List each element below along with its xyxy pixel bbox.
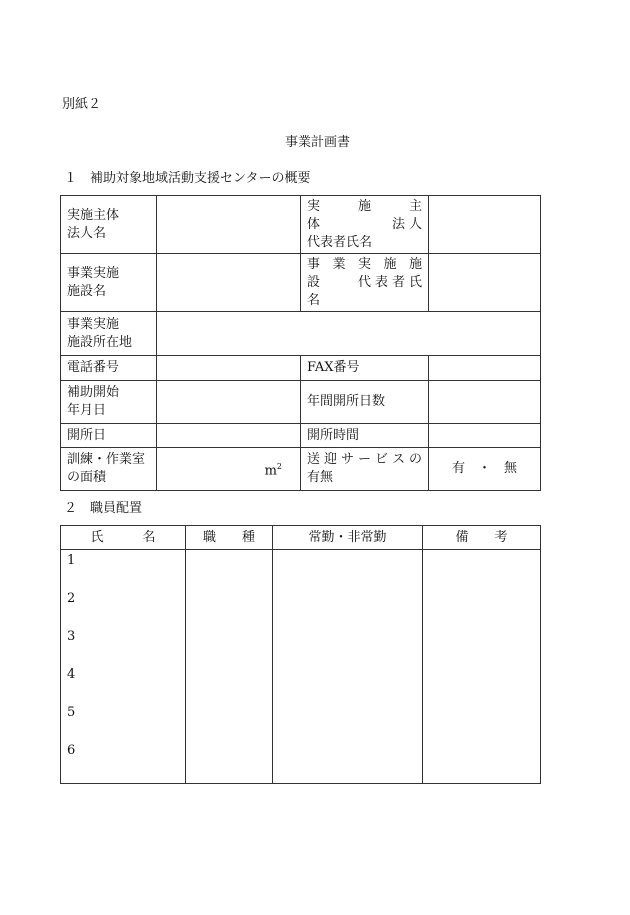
transport-options-cell[interactable]: 有 ・ 無: [429, 448, 541, 491]
row-number-1: 1: [67, 553, 76, 568]
annual-days-cell[interactable]: [429, 381, 541, 424]
staff-job-type-column[interactable]: [186, 550, 273, 784]
area-unit-sup: 2: [276, 461, 282, 471]
row-number-2: 2: [67, 591, 76, 606]
label-annual-days: 年間開所日数: [301, 381, 429, 424]
label-phone: 電話番号: [61, 356, 157, 381]
row-number-6: 6: [67, 743, 76, 758]
room-area-cell[interactable]: [157, 448, 301, 491]
facility-address-cell[interactable]: [157, 312, 541, 356]
staff-employment-column[interactable]: [273, 550, 423, 784]
area-unit: m: [264, 463, 277, 479]
section2-heading: ２ 職員配置: [64, 501, 143, 516]
fax-cell[interactable]: [429, 356, 541, 381]
label-open-days: 開所日: [61, 424, 157, 448]
facility-name-cell[interactable]: [157, 254, 301, 312]
open-days-cell[interactable]: [157, 424, 301, 448]
row-number-3: 3: [67, 629, 76, 644]
phone-cell[interactable]: [157, 356, 301, 381]
operator-rep-cell[interactable]: [429, 196, 541, 254]
label-operator-name: 実施主体 法人名: [61, 196, 157, 254]
section1-heading: １ 補助対象地域活動支援センターの概要: [64, 171, 311, 186]
label-room-area: 訓練・作業室 の面積: [61, 448, 157, 491]
header-employment: 常勤・非常勤: [273, 526, 423, 550]
row-number-5: 5: [67, 705, 76, 720]
label-transport: 送迎サービスの 有無: [301, 448, 429, 491]
label-facility-rep: 事業実施施 設 代表者氏 名: [301, 254, 429, 312]
label-fax: FAX番号: [301, 356, 429, 381]
operator-name-cell[interactable]: [157, 196, 301, 254]
facility-rep-cell[interactable]: [429, 254, 541, 312]
label-start-date: 補助開始 年月日: [61, 381, 157, 424]
staff-notes-column[interactable]: [423, 550, 541, 784]
start-date-cell[interactable]: [157, 381, 301, 424]
row-number-4: 4: [67, 667, 76, 682]
header-name: 氏 名: [61, 526, 186, 550]
staff-table: [60, 525, 541, 784]
appendix-label: 別紙２: [62, 97, 102, 112]
header-notes: 備 考: [423, 526, 541, 550]
page-title: 事業計画書: [285, 135, 351, 150]
overview-table: [60, 195, 541, 491]
open-hours-cell[interactable]: [429, 424, 541, 448]
label-open-hours: 開所時間: [301, 424, 429, 448]
label-facility-address: 事業実施 施設所在地: [61, 312, 157, 356]
header-job-type: 職 種: [186, 526, 273, 550]
label-facility-name: 事業実施 施設名: [61, 254, 157, 312]
label-operator-rep: 実 施 主 体 法人 代表者氏名: [301, 196, 429, 254]
staff-name-column[interactable]: [61, 550, 186, 784]
